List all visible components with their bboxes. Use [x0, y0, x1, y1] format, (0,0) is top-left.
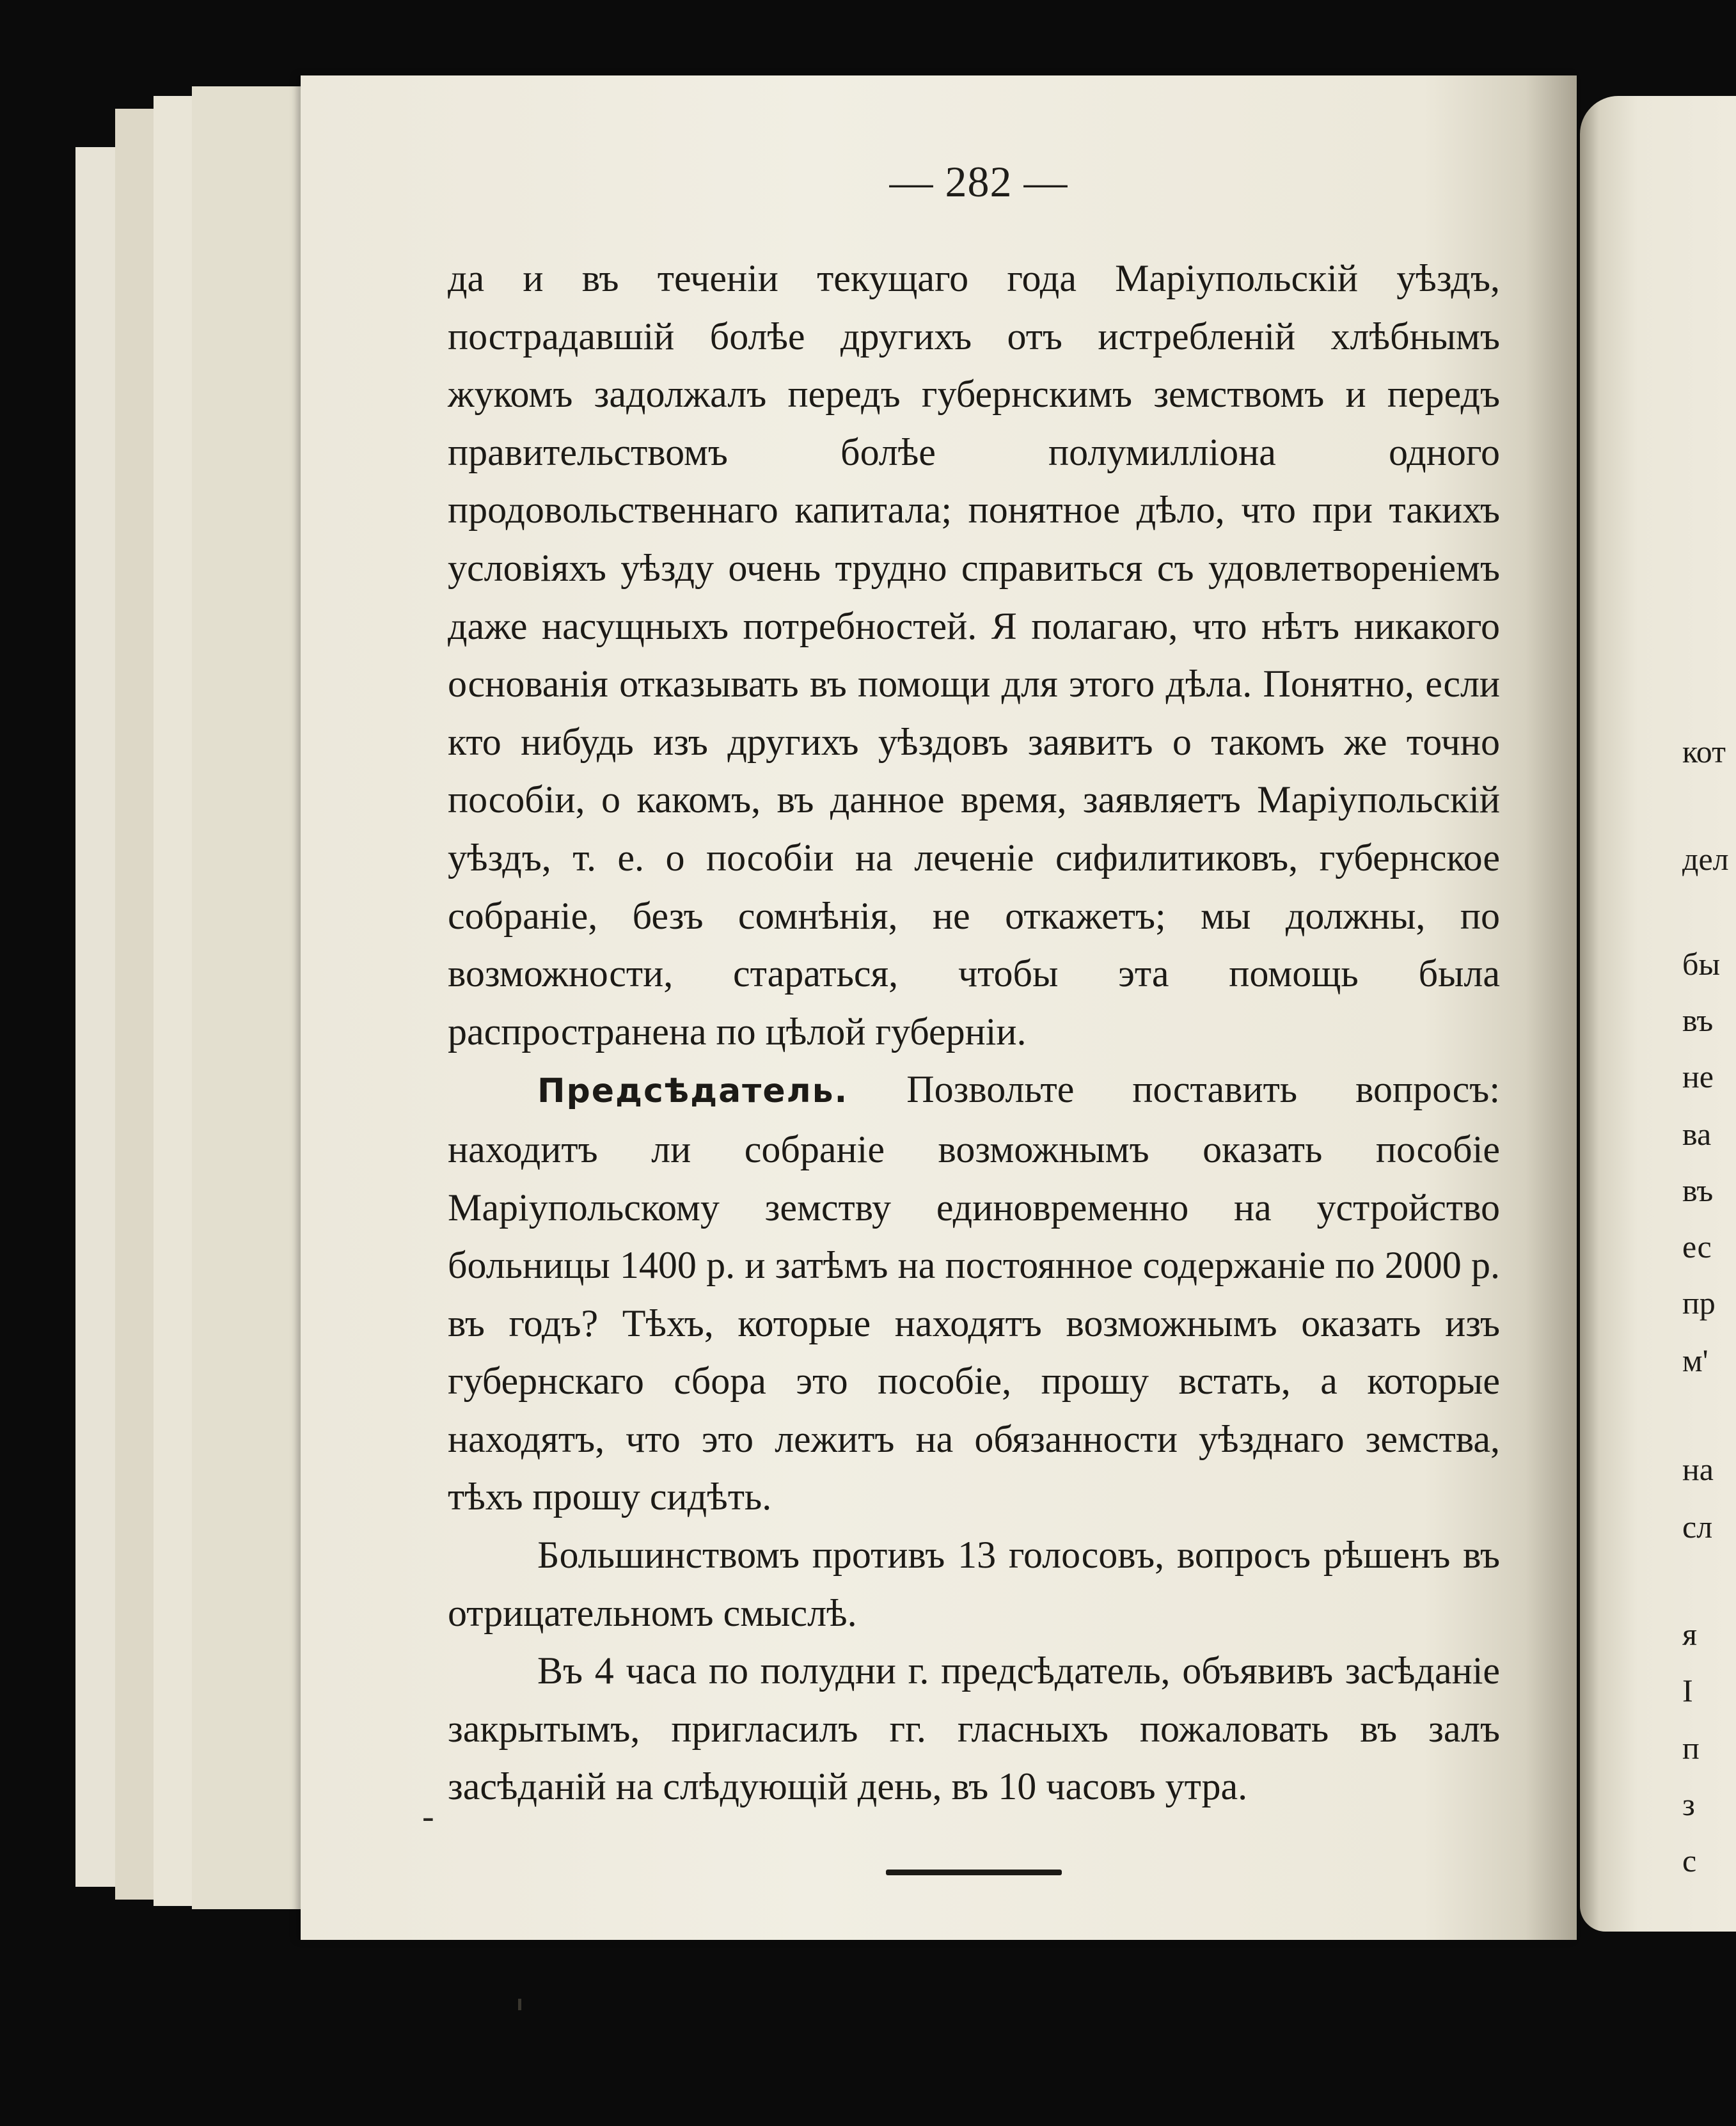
- end-rule: [886, 1870, 1062, 1875]
- facing-text-fragment: на: [1682, 1451, 1714, 1487]
- facing-text-fragment: с: [1682, 1843, 1697, 1878]
- facing-text-fragment: кот: [1682, 734, 1726, 769]
- paragraph-text: Въ 4 часа по полудни г. предсѣдатель, объявивъ засѣданіе закрытымъ, пригласилъ гг. гласныхъ пожаловать въ залъ засѣданій на слѣдующій день, въ 10 часовъ утра.: [448, 1650, 1500, 1808]
- facing-text-fragment: сл: [1682, 1509, 1713, 1545]
- facing-text-fragment: пр: [1682, 1285, 1716, 1321]
- facing-text-fragment: въ: [1682, 1172, 1714, 1208]
- facing-text-fragment: ес: [1682, 1229, 1712, 1264]
- facing-text-fragment: м': [1682, 1343, 1708, 1378]
- speaker-name: Предсѣдатель.: [537, 1072, 849, 1111]
- facing-text-fragment: п: [1682, 1730, 1700, 1766]
- paragraph: [448, 249, 1500, 1060]
- paragraph-text: да и въ теченіи текущаго года Маріупольскій уѣздъ, пострадавшій болѣе другихъ отъ истребленій хлѣбнымъ жукомъ задолжалъ передъ губернскимъ земствомъ и передъ правительствомъ болѣе полумилліона одного продовольственнаго капитала; понятное дѣло, что при такихъ условіяхъ уѣзду очень трудно справиться съ удовлетвореніемъ даже насущныхъ потребностей. Я полагаю, что нѣтъ никакого основанія отказывать въ помощи для этого дѣла. Понятно, если кто нибудь изъ другихъ уѣздовъ заявитъ о такомъ же точно пособіи, о какомъ, въ данное время, заявляетъ Маріупольскій уѣздъ, т. е. о пособіи на леченіе сифилитиковъ, губернское собраніе, безъ сомнѣнія, не откажетъ; мы должны, по возможности, стараться, чтобы эта помощь была распространена по цѣлой губерніи.: [448, 257, 1500, 1053]
- facing-text-fragment: з: [1682, 1786, 1695, 1822]
- facing-text-fragment: я: [1682, 1616, 1697, 1652]
- facing-text-fragment: не: [1682, 1059, 1714, 1094]
- page-number: — 282 —: [889, 157, 1068, 206]
- paragraph-text: Большинствомъ противъ 13 голосовъ, вопросъ рѣшенъ въ отрицательномъ смыслѣ.: [448, 1534, 1500, 1634]
- facing-text-fragment: въ: [1682, 1002, 1714, 1038]
- paragraph: [448, 1642, 1500, 1816]
- facing-text-fragment: дел: [1682, 841, 1729, 877]
- paper-speck: [518, 1999, 521, 2010]
- paragraph: [448, 1526, 1500, 1642]
- paragraph: [448, 1060, 1500, 1526]
- facing-page-text: [1682, 0, 1736, 2126]
- facing-text-fragment: бы: [1682, 946, 1721, 982]
- paragraph-text: Позвольте поставить вопросъ: находитъ ли собраніе возможнымъ оказать пособіе Маріупольскому земству единовременно на устройство больницы 1400 р. и затѣмъ на постоянное содержаніе по 2000 р. въ годъ? Тѣхъ, которые находятъ возможнымъ оказать изъ губернскаго сбора это пособіе, прошу встать, а которые находятъ, что это лежитъ на обязанности уѣзднаго земства, тѣхъ прошу сидѣть.: [448, 1068, 1500, 1518]
- facing-text-fragment: ва: [1682, 1116, 1712, 1152]
- page-stack-edge: [192, 86, 307, 1909]
- page-body-text: [448, 249, 1500, 1816]
- margin-mark: -: [422, 1797, 434, 1836]
- facing-text-fragment: I: [1682, 1673, 1693, 1708]
